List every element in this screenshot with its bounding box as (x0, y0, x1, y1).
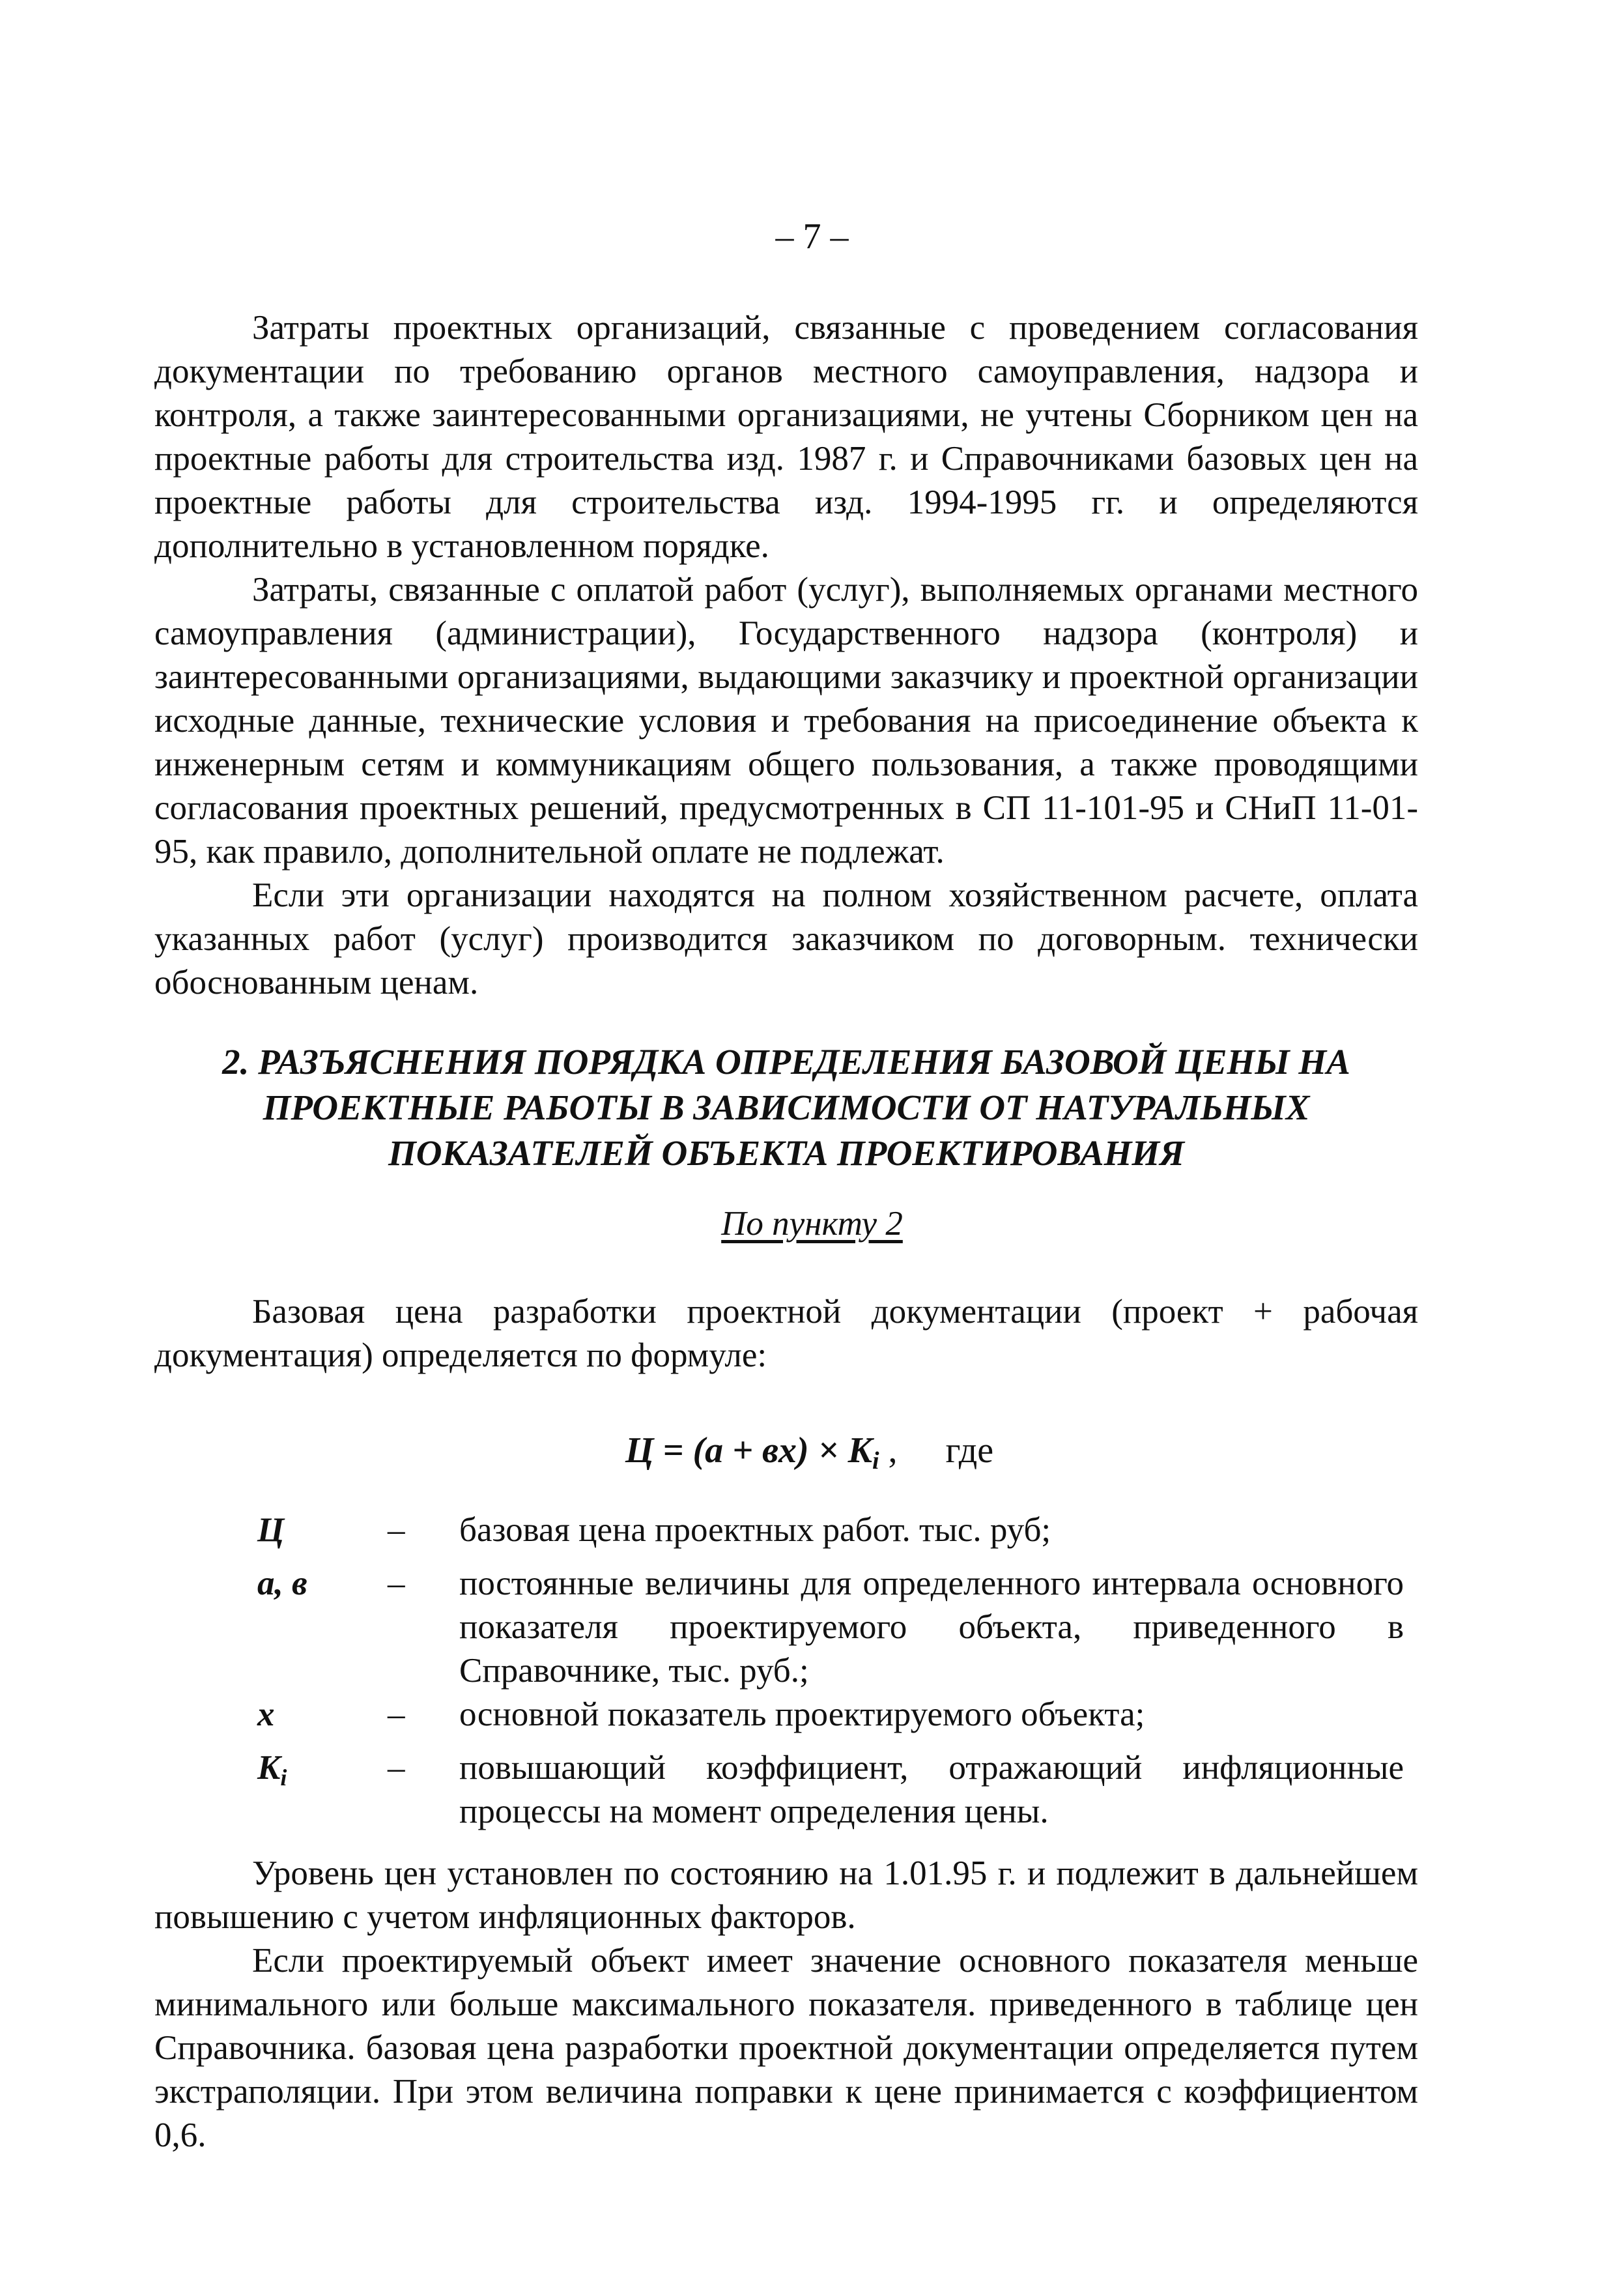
closing-text-block (154, 1852, 1418, 2157)
intro-text-block (154, 306, 1418, 1005)
price-formula (625, 1432, 993, 1473)
section-heading: 2. РАЗЪЯСНЕНИЯ ПОРЯДКА ОПРЕДЕЛЕНИЯ БАЗОВОЙ ЦЕНЫ НА ПРОЕКТНЫЕ РАБОТЫ В ЗАВИСИМОСТИ ОТ НАТУРАЛЬНЫХ ПОКАЗАТЕЛЕЙ ОБЪЕКТА ПРОЕКТИРОВАНИЯ (222, 1042, 1350, 1173)
paragraph: Если проектируемый объект имеет значение основного показателя меньше минимального или больше максимального показателя. приведенного в таблице цен Справочника. базовая цена разработки проектной документации определяется путем экстраполяции. При этом величина поправки к цене принимается с коэффициентом 0,6. (154, 1942, 1418, 2154)
definition-text: постоянные величины для определенного интервала основного показателя проектируемого объекта, приведенного в Справочнике, тыс. руб.; (459, 1564, 1404, 1690)
paragraph: Затраты, связанные с оплатой работ (услуг), выполняемых органами местного самоуправления (администрации), Государственного надзора (контроля) и заинтересованными организациями, выдающими заказчику и проектной организации исходные данные, технические условия и требования на присоединение объекта к инженерным сетям и коммуникациям общего пользования, а также проводящими согласования проектных решений, предусмотренных в СП 11-101-95 и СНиП 11-01-95, как правило, дополнительной оплате не подлежат. (154, 571, 1418, 871)
definition-dash: – (388, 1511, 405, 1549)
paragraph: Если эти организации находятся на полном хозяйственном расчете, оплата указанных работ (услуг) производится заказчиком по договорным. технически обоснованным ценам. (154, 876, 1418, 1001)
subsection-heading: По пункту 2 (721, 1205, 903, 1243)
page-number: – 7 – (775, 216, 849, 257)
definition-row (257, 1746, 1404, 1834)
definitions-list (257, 1508, 1404, 1834)
definition-dash: – (388, 1749, 405, 1787)
definition-row (257, 1562, 1404, 1693)
definition-row (257, 1508, 1404, 1562)
definition-text: основной показатель проектируемого объекта; (459, 1695, 1145, 1733)
formula-subscript: i (872, 1447, 879, 1475)
formula-where: где (945, 1430, 994, 1471)
definition-symbol: $K_i$ (257, 1749, 287, 1791)
definition-symbol: Ц (257, 1511, 285, 1549)
definition-text: базовая цена проектных работ. тыс. руб; (459, 1511, 1051, 1549)
formula-expression: Ц = (а + вх) × K (625, 1430, 872, 1471)
definition-symbol: а, в (257, 1564, 307, 1602)
formula-comma: , (888, 1430, 898, 1471)
paragraph: Затраты проектных организаций, связанные с проведением согласования документации по требованию органов местного самоуправления, надзора и контроля, а также заинтересованными организациями, не учтены Сборником цен на проектные работы для строительства изд. 1987 г. и Справочниками базовых цен на проектные работы для строительства изд. 1994-1995 гг. и определяются дополнительно в установленном порядке. (154, 309, 1418, 565)
definition-dash: – (388, 1564, 405, 1602)
definition-symbol: х (257, 1695, 275, 1733)
definition-dash: – (388, 1695, 405, 1733)
paragraph: Уровень цен установлен по состоянию на 1.01.95 г. и подлежит в дальнейшем повышению с учетом инфляционных факторов. (154, 1854, 1418, 1936)
paragraph: Базовая цена разработки проектной документации (проект + рабочая документация) определяется по формуле: (154, 1293, 1418, 1374)
definition-row (257, 1693, 1404, 1746)
lead-text-block (154, 1290, 1418, 1377)
definition-text: повышающий коэффициент, отражающий инфляционные процессы на момент определения цены. (459, 1749, 1404, 1830)
